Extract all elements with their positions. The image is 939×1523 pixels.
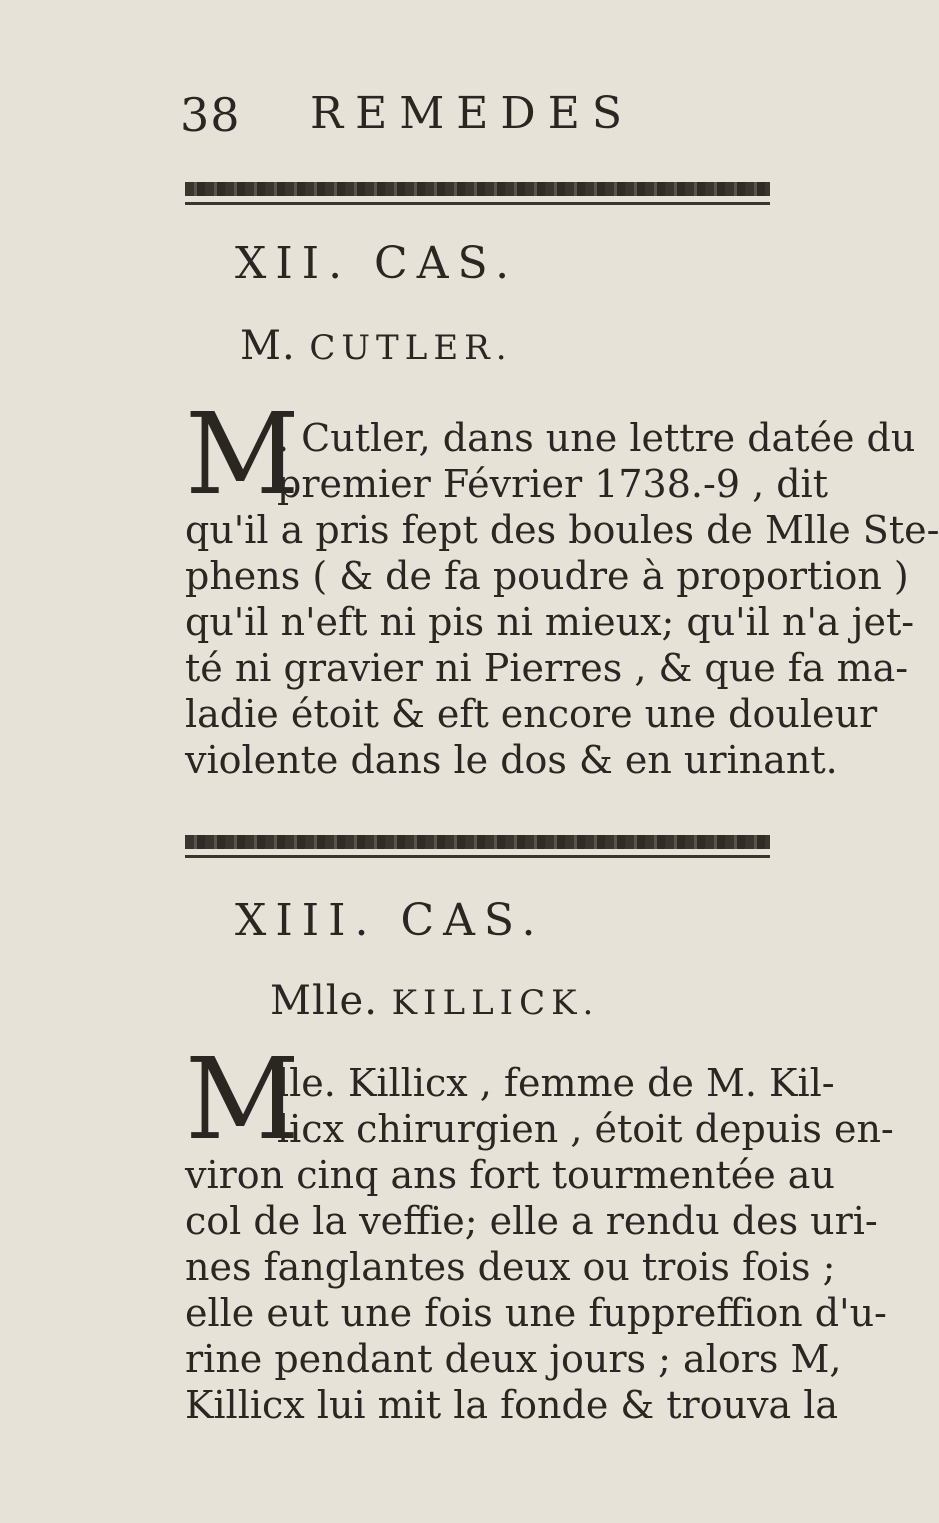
case-name-text: CUTLER. [309,328,513,368]
paragraph-line: . Cutler, dans une lettre datée du [277,416,916,460]
case-name [240,323,513,369]
page-number: 38 [180,88,241,142]
case-paragraph [185,1060,894,1428]
paragraph-line: qu'il a pris fept des boules de Mlle Ste- [185,508,939,552]
drop-cap: M [185,1035,300,1165]
section-divider [185,182,770,205]
case-name-prefix: M. [240,323,296,369]
drop-cap: M [185,390,300,520]
paragraph-line: Killicx lui mit la fonde & trouva la [185,1383,839,1427]
page-header [180,88,780,148]
section-divider [185,835,770,858]
paragraph-line: ladie étoit & eft encore une douleur [185,692,878,736]
paragraph-line: té ni gravier ni Pierres , & que fa ma- [185,646,909,690]
case-name [270,978,599,1024]
case-name-text: KILLICK. [391,983,600,1023]
case-name-prefix: Mlle. [270,978,378,1024]
case-paragraph [185,415,939,783]
case-title: XIII. CAS. [235,895,545,946]
paragraph-line: nes fanglantes deux ou trois fois ; [185,1245,836,1289]
paragraph-line: premier Février 1738.-9 , dit [277,462,828,506]
paragraph-line: viron cinq ans fort tourmentée au [185,1153,835,1197]
paragraph-line: col de la veffie; elle a rendu des uri- [185,1199,878,1243]
paragraph-line: violente dans le dos & en urinant. [185,738,838,782]
paragraph-line: phens ( & de fa poudre à proportion ) [185,554,909,598]
paragraph-line: elle eut une fois une fuppreffion d'u- [185,1291,887,1335]
paragraph-line: licx chirurgien , étoit depuis en- [277,1107,894,1151]
paragraph-line: qu'il n'eft ni pis ni mieux; qu'il n'a jet- [185,600,915,644]
paragraph-line: rine pendant deux jours ; alors M, [185,1337,842,1381]
paragraph-line: lle. Killicx , femme de M. Kil- [277,1061,835,1105]
case-title: XII. CAS. [235,238,519,289]
running-title: REMEDES [310,88,634,139]
